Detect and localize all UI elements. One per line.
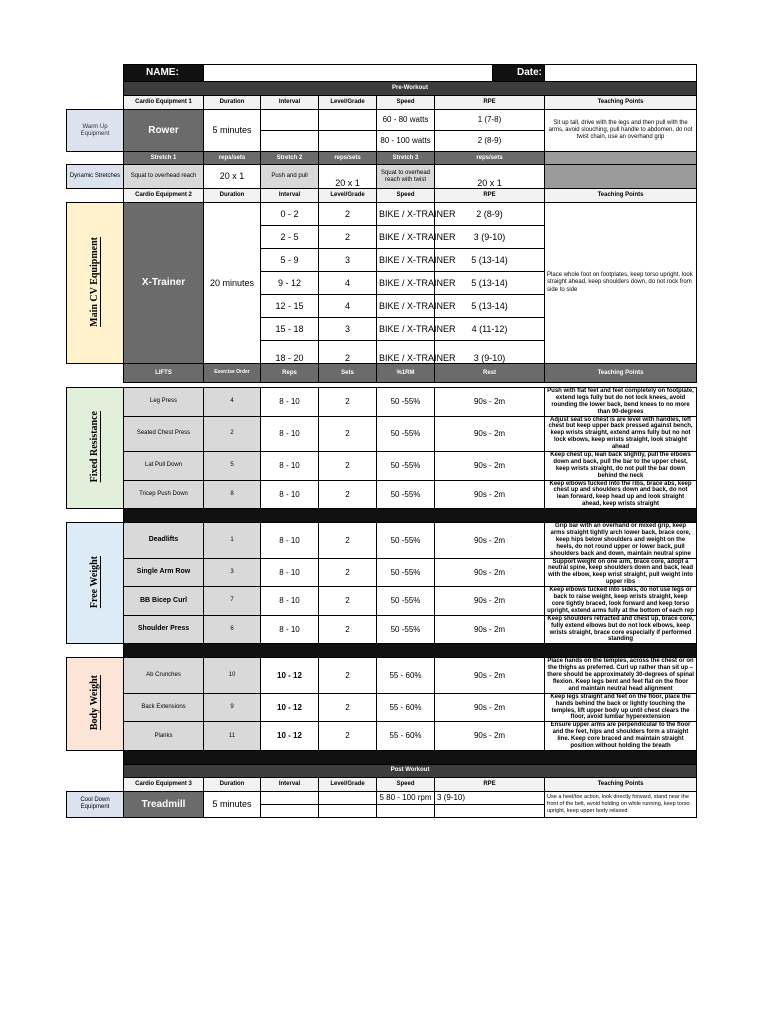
cv-level: 3 (319, 249, 377, 272)
lift-rest: 90s - 2m (435, 523, 545, 558)
warm-up-speed-1: 60 - 80 watts (377, 110, 435, 131)
lift-name: Planks (124, 722, 204, 751)
warm-up-speed-2: 80 - 100 watts (377, 131, 435, 152)
col-rpe-2: RPE (435, 189, 545, 203)
col-exercise-order: Exercise Order (204, 364, 261, 383)
pre-workout-title: Pre-Workout (124, 82, 697, 96)
cv-level: 2 (319, 203, 377, 226)
col-stretch-1: Stretch 1 (124, 152, 204, 165)
lift-1rm: 50 -55% (377, 416, 435, 451)
dynamic-stretches-label: Dynamic Stretches (67, 165, 124, 189)
lift-sets: 2 (319, 558, 377, 587)
lift-teaching: Ensure upper arms are perpendicular to the floor and the feet, hips and shoulders form a straight line. Keep core braced and maintain straight position without holding the breath (545, 722, 697, 751)
lift-reps: 8 - 10 (261, 558, 319, 587)
cv-level: 3 (319, 318, 377, 341)
cv-rpe: 3 (9-10) (435, 226, 545, 249)
col-sets: Sets (319, 364, 377, 383)
cv-speed: BIKE / X-TRAINER (377, 318, 435, 341)
lift-1rm: 50 -55% (377, 523, 435, 558)
lift-sets: 2 (319, 693, 377, 722)
main-cv-teaching: Place whole foot on footplates, keep torso upright, look straight ahead, keep shoulders down, do not rock from side to side (545, 203, 697, 364)
free-weight-label-text: Free Weight (89, 555, 101, 608)
col-reps-sets-3: reps/sets (435, 152, 545, 165)
col-level-3: Level/Grade (319, 777, 377, 791)
lift-rest: 90s - 2m (435, 558, 545, 587)
date-label: Date: (493, 65, 545, 82)
cv-speed: BIKE / X-TRAINER (377, 272, 435, 295)
lift-name: Single Arm Row (124, 558, 204, 587)
lift-reps: 8 - 10 (261, 615, 319, 644)
cv-interval: 12 - 15 (261, 295, 319, 318)
lift-rest: 90s - 2m (435, 693, 545, 722)
lift-rest: 90s - 2m (435, 615, 545, 644)
lift-name: Deadlifts (124, 523, 204, 558)
lift-1rm: 55 - 60% (377, 722, 435, 751)
stretch-3-reps: 20 x 1 (435, 165, 545, 189)
lift-name: Seated Chest Press (124, 416, 204, 451)
cv-rpe: 5 (13-14) (435, 249, 545, 272)
warm-up-equipment: Rower (124, 110, 204, 152)
col-interval-2: Interval (261, 189, 319, 203)
warm-up-teaching: Sit up tall, drive with the legs and then pull with the arms, avoid slouching, pull handle to abdomen, do not twist chain, use an overhand grip (545, 110, 697, 152)
col-cardio-equipment-1: Cardio Equipment 1 (124, 96, 204, 110)
lift-teaching: Keep chest up, lean back slightly, pull the elbows down and back, pull the bar to the upper chest, keep wrists straight, do not pull the bar down behind the neck (545, 452, 697, 481)
lift-name: Lat Pull Down (124, 452, 204, 481)
col-speed-2: Speed (377, 189, 435, 203)
lift-reps: 8 - 10 (261, 480, 319, 509)
col-speed-3: Speed (377, 777, 435, 791)
lift-reps: 8 - 10 (261, 587, 319, 616)
cv-level: 4 (319, 272, 377, 295)
lift-1rm: 50 -55% (377, 587, 435, 616)
cv-level: 4 (319, 295, 377, 318)
lift-reps: 10 - 12 (261, 693, 319, 722)
stretch-1-reps: 20 x 1 (204, 165, 261, 189)
cv-rpe: 5 (13-14) (435, 295, 545, 318)
lift-1rm: 50 -55% (377, 615, 435, 644)
lift-sets: 2 (319, 658, 377, 693)
lift-sets: 2 (319, 523, 377, 558)
cv-level: 2 (319, 341, 377, 364)
lift-sets: 2 (319, 416, 377, 451)
main-cv-duration: 20 minutes (204, 203, 261, 364)
main-cv-label-text: Main CV Equipment (89, 236, 101, 327)
col-lifts: LIFTS (124, 364, 204, 383)
col-teaching-points-3: Teaching Points (545, 777, 697, 791)
lift-name: BB Bicep Curl (124, 587, 204, 616)
col-rest: Rest (435, 364, 545, 383)
cv-interval: 0 - 2 (261, 203, 319, 226)
lift-order: 2 (204, 416, 261, 451)
lift-order: 10 (204, 658, 261, 693)
lift-teaching: Keep elbows tucked into the ribs, brace abs, keep chest up and shoulders down and back, do not lean forward, keep head up and look straight ahead, keep wrists straight (545, 480, 697, 509)
col-lift-teaching-points: Teaching Points (545, 364, 697, 383)
lift-rest: 90s - 2m (435, 587, 545, 616)
lift-sets: 2 (319, 615, 377, 644)
name-field[interactable] (204, 65, 493, 82)
cool-down-speed: 5 80 - 100 rpm (377, 791, 435, 804)
col-stretch-3: Stretch 3 (377, 152, 435, 165)
cv-rpe: 3 (9-10) (435, 341, 545, 364)
name-label: NAME: (124, 65, 204, 82)
lift-reps: 8 - 10 (261, 388, 319, 417)
col-level: Level/Grade (319, 96, 377, 110)
lift-order: 5 (204, 452, 261, 481)
cv-interval: 9 - 12 (261, 272, 319, 295)
lift-name: Back Extensions (124, 693, 204, 722)
lift-teaching: Keep legs straight and feet on the floor, place the hands behind the back or lightly touching the temples, lift upper body up until chest clears the floor, avoid lumbar hyperextension (545, 693, 697, 722)
cv-speed: BIKE / X-TRAINER (377, 226, 435, 249)
lift-rest: 90s - 2m (435, 658, 545, 693)
lift-teaching: Adjust seat so chest is are level with handles, left chest but keep upper back pressed against bench, keep wrists straight, extend arms fully but no not lock elbows, keep wrists straight, look straight ahead (545, 416, 697, 451)
col-duration-2: Duration (204, 189, 261, 203)
lift-sets: 2 (319, 722, 377, 751)
lift-order: 8 (204, 480, 261, 509)
lift-order: 3 (204, 558, 261, 587)
lift-rest: 90s - 2m (435, 416, 545, 451)
cool-down-rpe: 3 (9-10) (435, 791, 545, 804)
lift-reps: 8 - 10 (261, 523, 319, 558)
free-weight-label (67, 523, 124, 644)
cool-down-teaching: Use a heel/toe action, look directly forward, stand near the front of the belt, avoid holding on while running, keep torso upright, keep upper body relaxed (545, 791, 697, 817)
cv-interval: 5 - 9 (261, 249, 319, 272)
lift-reps: 8 - 10 (261, 452, 319, 481)
lift-teaching: Keep elbows tucked into sides, do not use legs or back to raise weight, keep wrists straight, keep core tightly braced, look forward and keep torso upright, extend arms fully at the bottom of each rep (545, 587, 697, 616)
stretch-2-reps: 20 x 1 (319, 165, 377, 189)
body-weight-label (67, 658, 124, 751)
lift-name: Tricep Push Down (124, 480, 204, 509)
stretch-2: Push and pull (261, 165, 319, 189)
lift-1rm: 50 -55% (377, 452, 435, 481)
lift-order: 1 (204, 523, 261, 558)
post-workout-title: Post Workout (124, 764, 697, 777)
cv-level: 2 (319, 226, 377, 249)
col-cardio-equipment-3: Cardio Equipment 3 (124, 777, 204, 791)
cv-speed: BIKE / X-TRAINER (377, 203, 435, 226)
cv-rpe: 4 (11-12) (435, 318, 545, 341)
lift-teaching: Push with flat feet and feet completely on footplate, extend legs fully but do not lock knees, avoid rounding the lower back, bend knees to no more than 90-degrees (545, 388, 697, 417)
main-cv-label (67, 203, 124, 364)
col-cardio-equipment-2: Cardio Equipment 2 (124, 189, 204, 203)
col-stretch-2: Stretch 2 (261, 152, 319, 165)
section-divider (124, 509, 697, 523)
lift-rest: 90s - 2m (435, 722, 545, 751)
lift-name: Shoulder Press (124, 615, 204, 644)
lift-order: 7 (204, 587, 261, 616)
col-1rm: %1RM (377, 364, 435, 383)
body-weight-label-text: Body Weight (89, 674, 101, 731)
lift-teaching: Keep shoulders retracted and chest up, brace core, fully extend elbows but do not lock elbows, keep wrists straight, brace core especially if performed standing (545, 615, 697, 644)
lift-order: 4 (204, 388, 261, 417)
lift-reps: 10 - 12 (261, 658, 319, 693)
cv-interval: 2 - 5 (261, 226, 319, 249)
col-interval: Interval (261, 96, 319, 110)
lift-1rm: 55 - 60% (377, 693, 435, 722)
col-rpe: RPE (435, 96, 545, 110)
lift-sets: 2 (319, 587, 377, 616)
cv-speed: BIKE / X-TRAINER (377, 249, 435, 272)
lift-order: 11 (204, 722, 261, 751)
col-duration-3: Duration (204, 777, 261, 791)
workout-sheet (66, 64, 696, 818)
lift-name: Leg Press (124, 388, 204, 417)
lift-sets: 2 (319, 480, 377, 509)
lift-order: 9 (204, 693, 261, 722)
warm-up-label: Warm Up Equipment (67, 110, 124, 152)
col-speed: Speed (377, 96, 435, 110)
section-divider (124, 644, 697, 658)
stretch-1: Squat to overhead reach (124, 165, 204, 189)
lift-name: Ab Crunches (124, 658, 204, 693)
lift-reps: 8 - 10 (261, 416, 319, 451)
cv-speed: BIKE / X-TRAINER (377, 341, 435, 364)
lift-rest: 90s - 2m (435, 480, 545, 509)
lift-1rm: 50 -55% (377, 388, 435, 417)
lift-rest: 90s - 2m (435, 452, 545, 481)
cv-interval: 18 - 20 (261, 341, 319, 364)
fixed-resistance-label (67, 388, 124, 509)
lift-teaching: Place hands on the temples, across the chest or on the thighs as preferred. Curl up rather than sit up – there should be approximately 30-degrees of spinal flexion. Keep legs bent and feet flat on the floor and maintain neutral head alignment (545, 658, 697, 693)
cv-rpe: 5 (13-14) (435, 272, 545, 295)
cool-down-label: Cool Down Equipment (67, 791, 124, 817)
lift-rest: 90s - 2m (435, 388, 545, 417)
section-divider (124, 750, 697, 764)
lift-teaching: Grip bar with an overhand or mixed grip, keep arms straight tightly arch lower back, brace core, keep hips below shoulders and weight on the heels, do not round upper or lower back, pull shoulders back and down, maintain neutral spine (545, 523, 697, 558)
lift-sets: 2 (319, 388, 377, 417)
col-level-2: Level/Grade (319, 189, 377, 203)
col-teaching-points-2: Teaching Points (545, 189, 697, 203)
main-cv-equipment: X-Trainer (124, 203, 204, 364)
lift-order: 6 (204, 615, 261, 644)
lift-1rm: 55 - 60% (377, 658, 435, 693)
workout-table (66, 64, 697, 818)
lift-1rm: 50 -55% (377, 480, 435, 509)
warm-up-rpe-2: 2 (8-9) (435, 131, 545, 152)
cv-interval: 15 - 18 (261, 318, 319, 341)
fixed-resistance-label-text: Fixed Resistance (89, 410, 101, 483)
stretch-3: Squat to overhead reach with twist (377, 165, 435, 189)
col-rpe-3: RPE (435, 777, 545, 791)
lift-teaching: Support weight on one arm, brace core, adopt a neutral spine, keep shoulders down and back, lead with the elbow, keep wrist straight, pull weight into upper ribs (545, 558, 697, 587)
lift-1rm: 50 -55% (377, 558, 435, 587)
lift-sets: 2 (319, 452, 377, 481)
cv-rpe: 2 (8-9) (435, 203, 545, 226)
warm-up-rpe-1: 1 (7-8) (435, 110, 545, 131)
cool-down-equipment: Treadmill (124, 791, 204, 817)
col-reps-sets-2: reps/sets (319, 152, 377, 165)
date-field[interactable] (545, 65, 697, 82)
col-teaching-points: Teaching Points (545, 96, 697, 110)
cv-speed: BIKE / X-TRAINER (377, 295, 435, 318)
col-reps-sets-1: reps/sets (204, 152, 261, 165)
warm-up-duration: 5 minutes (204, 110, 261, 152)
col-duration: Duration (204, 96, 261, 110)
lift-reps: 10 - 12 (261, 722, 319, 751)
cool-down-duration: 5 minutes (204, 791, 261, 817)
col-interval-3: Interval (261, 777, 319, 791)
col-reps: Reps (261, 364, 319, 383)
